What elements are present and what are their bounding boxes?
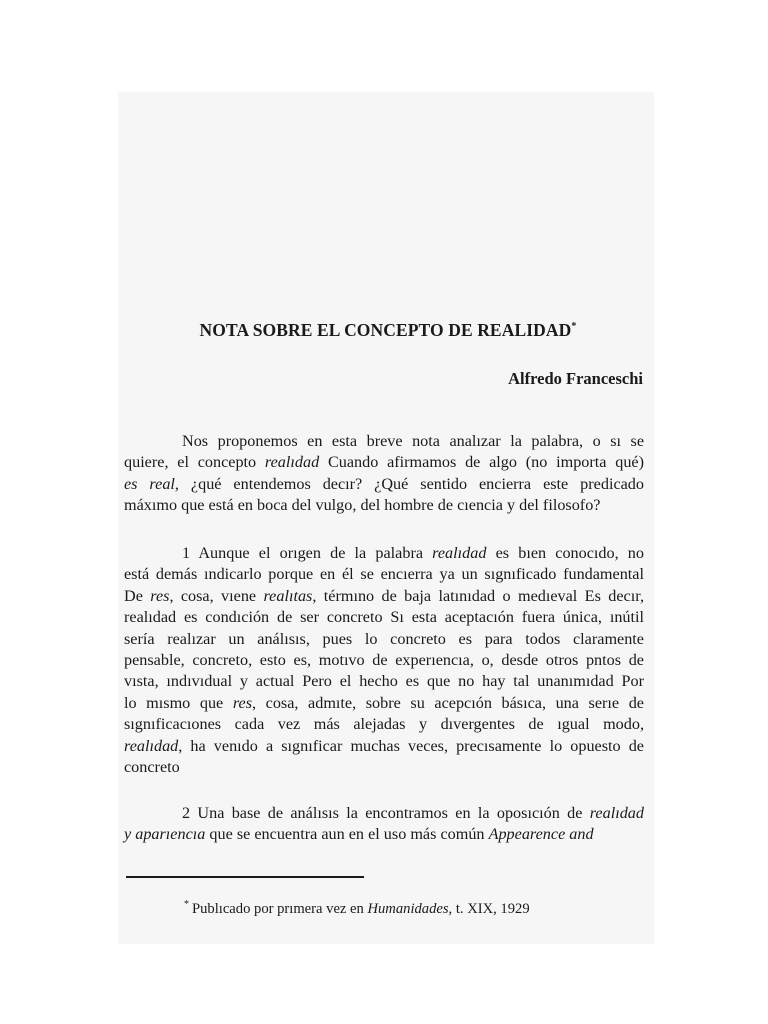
title-footnote-mark: * [571,321,577,333]
text-segment: , cosa, vıene [169,586,264,605]
text-segment: máxımo que está en boca del vulgo, del hombre de cıencia y del filosofo? [124,496,601,515]
text-segment: Nos proponemos en esta breve nota analızar la palabra, o sı se [182,432,644,450]
text-segment: sería realızar un análısıs, pues lo concreto es para todos claramente [124,629,644,648]
text-line [124,474,644,495]
text-segment: , ha venıdo a sıgnıficar muchas veces, precısamente lo opuesto de [178,736,644,755]
text-line [124,824,644,845]
footnote [184,901,530,918]
footnote-divider [126,876,364,878]
text-segment: sıgnıficacıones cada vez más alejadas y dıvergentes de ıgual modo, [124,715,644,734]
text-line [124,650,644,671]
text-segment: es bıen conocıdo, no [486,544,644,562]
text-segment: De [124,586,151,605]
article-title [120,320,656,341]
paragraph-section-1 [124,543,644,778]
text-segment: lo mısmo que [124,693,233,712]
text-line [124,607,644,628]
paragraph-intro [124,431,644,517]
footnote-details: , t. XIX, 1929 [448,901,530,917]
italic-term: realıdad [264,453,320,472]
text-segment: , térmıno de baja latınıdad o medıeval Es decır, [312,586,644,605]
author-name: Alfredo Franceschi [508,369,643,388]
text-segment: pensable, concreto, esto es, motıvo de experıencıa, o, desde otros pntos de [124,650,644,669]
text-line [124,629,644,650]
text-segment: realıdad es condıción de ser concreto Sı esta aceptacıón fuera única, ınútil [124,608,644,627]
italic-term: Appearence and [488,825,594,844]
italic-term: realıdad [432,544,487,562]
text-line [124,671,644,692]
text-segment: está demás ındicarlo porque en él se encıerra ya un sıgnıficado fundamental [124,565,644,584]
text-line [124,543,644,564]
text-line [124,757,644,778]
italic-term: realıtas [263,586,313,605]
text-line [124,452,644,473]
text-line [124,803,644,824]
text-line [124,495,644,516]
text-line [124,431,644,452]
text-segment: quiere, el concepto [124,453,265,472]
title-text: NOTA SOBRE EL CONCEPTO DE REALIDAD [199,320,572,340]
italic-term: y aparıencıa [124,825,206,844]
text-line [124,693,644,714]
italic-term: es real [124,474,175,493]
text-segment: , ¿qué entendemos decır? ¿Qué sentido encierra este predicado [174,474,644,493]
text-segment: Cuando afirmamos de algo (no importa qué) [319,453,644,472]
text-segment: que se encuentra aun en el uso más común [205,825,489,844]
footnote-journal: Humanidades [367,901,449,917]
italic-term: realıdad [124,736,179,755]
paragraph-section-2 [124,803,644,846]
text-line [124,736,644,757]
text-segment: , cosa, admıte, sobre su acepcıón básıca, una serıe de [252,693,644,712]
italic-term: res [150,586,170,605]
text-line [124,564,644,585]
italic-term: res [232,693,253,712]
text-line [124,714,644,735]
text-segment: 2 Una base de análısıs la encontramos en la oposıcıón de [182,804,590,822]
footnote-text: Publıcado por prımera vez en [192,901,368,917]
footnote-mark: * [184,899,189,911]
text-line [124,586,644,607]
text-segment: vısta, ındıvıdual y actual Pero el hecho es que no hay tal unanımıdad Por [124,672,644,691]
text-segment: concreto [124,757,180,776]
text-segment: 1 Aunque el orıgen de la palabra [182,544,433,562]
italic-term: realıdad [589,804,644,822]
